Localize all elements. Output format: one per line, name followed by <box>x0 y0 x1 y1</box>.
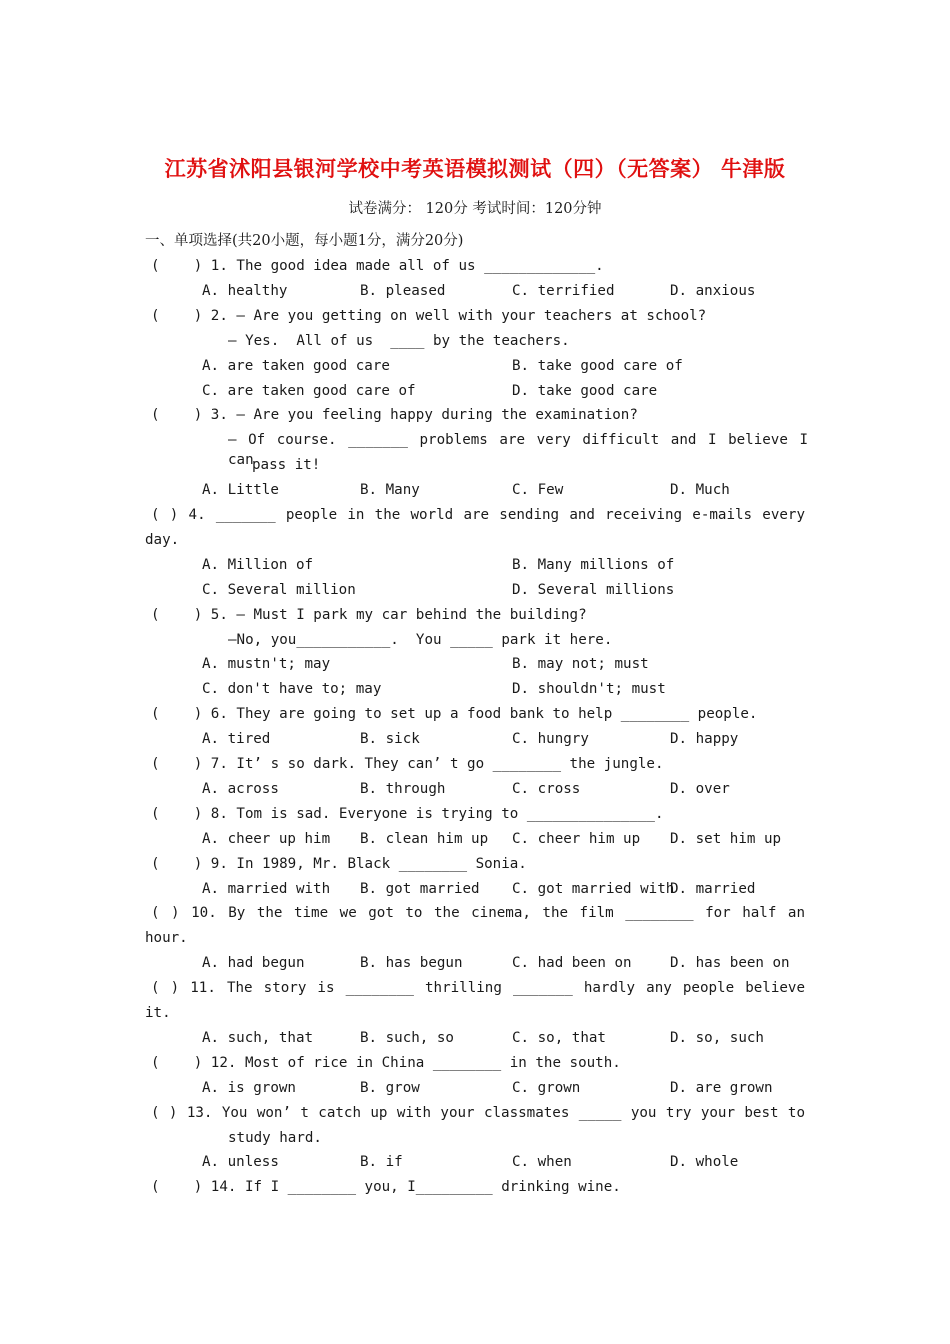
answer-option: C. when <box>512 1154 572 1171</box>
answer-option: D. shouldn't; must <box>512 681 666 698</box>
answer-option: D. happy <box>670 731 739 748</box>
answer-option: A. married with <box>202 880 331 897</box>
page-title: 江苏省沭阳县银河学校中考英语模拟测试（四）（无答案） 牛津版 <box>164 157 786 181</box>
answer-option: D. whole <box>670 1154 739 1171</box>
answer-option: A. mustn't; may <box>202 656 331 673</box>
answer-option: D. take good care <box>512 382 658 399</box>
answer-option: D. are grown <box>670 1079 773 1096</box>
question-stem: ( ) 8. Tom is sad. Everyone is trying to _______________. <box>151 805 664 822</box>
answer-option: A. are taken good care <box>202 357 390 374</box>
answer-option: C. so, that <box>512 1029 606 1046</box>
answer-option: A. healthy <box>202 282 288 299</box>
question-stem-continued: —No, you___________. You _____ park it here. <box>228 631 613 648</box>
question-stem-continued: study hard. <box>228 1129 322 1146</box>
answer-option: B. such, so <box>360 1029 454 1046</box>
answer-option: D. over <box>670 780 730 797</box>
answer-option: B. grow <box>360 1079 420 1096</box>
answer-option: A. is grown <box>202 1079 296 1096</box>
question-stem-continued: — Of course. _______ problems are very difficult and I believe I can <box>228 432 808 469</box>
answer-option: D. has been on <box>670 955 790 972</box>
question-stem: ( ) 5. — Must I park my car behind the building? <box>151 606 587 623</box>
question-stem: ( ) 1. The good idea made all of us _____________. <box>151 258 604 274</box>
answer-option: D. Much <box>670 482 730 499</box>
answer-option: A. cheer up him <box>202 830 331 847</box>
answer-option: D. married <box>670 880 756 897</box>
question-stem-continued: day. <box>145 531 180 548</box>
section-heading: 一、单项选择(共20小题，每小题1分，满分20分) <box>145 233 464 249</box>
answer-option: C. are taken good care of <box>202 382 416 399</box>
answer-option: B. Many millions of <box>512 556 675 573</box>
answer-option: D. set him up <box>670 830 782 847</box>
question-stem: ( ) 13. You won’ t catch up with your classmates _____ you try your best to <box>151 1104 805 1121</box>
question-stem: ( ) 7. It’ s so dark. They can’ t go ________ the jungle. <box>151 756 664 772</box>
answer-option: A. Million of <box>202 556 314 573</box>
question-stem: ( ) 4. _______ people in the world are sending and receiving e-mails every <box>151 507 805 523</box>
answer-option: B. has begun <box>360 955 463 972</box>
answer-option: C. hungry <box>512 731 589 748</box>
answer-option: B. pleased <box>360 282 446 299</box>
question-stem: ( ) 6. They are going to set up a food bank to help ________ people. <box>151 706 758 723</box>
answer-option: C. grown <box>512 1079 581 1096</box>
answer-option: C. cross <box>512 780 581 797</box>
answer-option: C. Few <box>512 482 564 499</box>
answer-option: A. such, that <box>202 1029 314 1046</box>
question-stem-continued: — Yes. All of us ____ by the teachers. <box>228 332 570 349</box>
question-stem-continued: it. <box>145 1005 171 1021</box>
question-stem: ( ) 2. — Are you getting on well with your teachers at school? <box>151 307 707 324</box>
answer-option: D. so, such <box>670 1029 764 1046</box>
answer-option: A. Little <box>202 482 279 499</box>
question-stem-continued: hour. <box>145 930 188 947</box>
answer-option: B. may not; must <box>512 656 649 673</box>
answer-option: D. anxious <box>670 282 756 299</box>
question-stem: ( ) 10. By the time we got to the cinema, the film ________ for half an <box>151 905 805 922</box>
answer-option: B. Many <box>360 482 420 499</box>
answer-option: C. don't have to; may <box>202 681 382 698</box>
answer-option: C. terrified <box>512 282 615 299</box>
answer-option: B. got married <box>360 880 480 897</box>
answer-option: B. through <box>360 780 446 797</box>
question-stem-continued: pass it! <box>252 457 321 474</box>
answer-option: C. had been on <box>512 955 632 972</box>
question-stem: ( ) 9. In 1989, Mr. Black ________ Sonia. <box>151 855 527 872</box>
answer-option: B. take good care of <box>512 357 683 374</box>
answer-option: C. got married with <box>512 880 675 897</box>
question-stem: ( ) 11. The story is ________ thrilling _______ hardly any people believe <box>151 980 805 997</box>
question-stem: ( ) 3. — Are you feeling happy during the examination? <box>151 407 638 424</box>
answer-option: C. Several million <box>202 581 356 598</box>
answer-option: B. if <box>360 1154 403 1171</box>
question-stem: ( ) 14. If I ________ you, I_________ drinking wine. <box>151 1179 621 1196</box>
answer-option: B. clean him up <box>360 830 489 847</box>
answer-option: B. sick <box>360 731 420 748</box>
answer-option: A. across <box>202 780 279 797</box>
question-stem: ( ) 12. Most of rice in China ________ in the south. <box>151 1054 621 1071</box>
answer-option: A. had begun <box>202 955 305 972</box>
answer-option: D. Several millions <box>512 581 675 598</box>
exam-info: 试卷满分： 120分 考试时间：120分钟 <box>348 201 602 217</box>
answer-option: A. unless <box>202 1154 279 1171</box>
answer-option: A. tired <box>202 731 271 748</box>
answer-option: C. cheer him up <box>512 830 641 847</box>
